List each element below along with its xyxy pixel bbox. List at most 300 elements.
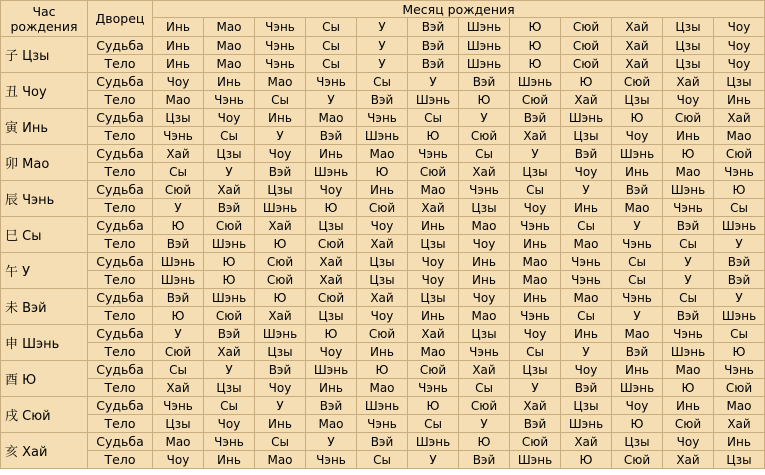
table-cell: Чэнь: [561, 253, 612, 271]
table-cell: Вэй: [459, 451, 510, 469]
palace-label-fate: Судьба: [88, 361, 153, 379]
table-cell: Чоу: [510, 325, 561, 343]
table-cell: Шэнь: [510, 451, 561, 469]
table-cell: Сюй: [357, 325, 408, 343]
table-row-body: [1, 127, 765, 145]
palace-label-fate: Судьба: [88, 397, 153, 415]
table-cell: Сюй: [510, 433, 561, 451]
month-header: Месяц рождения: [153, 1, 765, 18]
table-cell: Хай: [306, 253, 357, 271]
table-cell: Хай: [408, 325, 459, 343]
table-cell: Сы: [714, 199, 765, 217]
table-cell: Ю: [612, 415, 663, 433]
palace-label-body: Тело: [88, 55, 153, 73]
table-cell: У: [255, 127, 306, 145]
table-cell: У: [663, 271, 714, 289]
table-cell: Сюй: [663, 415, 714, 433]
table-cell: Цзы: [306, 217, 357, 235]
table-cell: Чэнь: [408, 379, 459, 397]
table-cell: Сы: [255, 91, 306, 109]
table-cell: Шэнь: [153, 253, 204, 271]
palace-label-fate: Судьба: [88, 253, 153, 271]
table-cell: Мао: [204, 55, 255, 73]
table-cell: Инь: [561, 199, 612, 217]
table-cell: Сюй: [204, 217, 255, 235]
table-cell: Чоу: [510, 199, 561, 217]
table-cell: Сюй: [153, 181, 204, 199]
table-cell: Хай: [714, 415, 765, 433]
table-cell: Ю: [663, 379, 714, 397]
table-cell: Чэнь: [306, 73, 357, 91]
table-row-fate: [1, 217, 765, 235]
hour-label: 寅 Инь: [1, 109, 88, 145]
header-row-top: [1, 1, 765, 18]
table-cell: Шэнь: [459, 55, 510, 73]
table-cell: Чоу: [255, 379, 306, 397]
table-cell: Шэнь: [714, 307, 765, 325]
table-cell: Инь: [204, 451, 255, 469]
table-cell: Шэнь: [561, 415, 612, 433]
table-cell: Цзы: [663, 55, 714, 73]
table-row-fate: [1, 37, 765, 55]
table-cell: Цзы: [204, 379, 255, 397]
table-cell: Мао: [357, 379, 408, 397]
table-cell: Шэнь: [408, 91, 459, 109]
table-cell: Чэнь: [306, 451, 357, 469]
table-cell: Ю: [204, 271, 255, 289]
table-cell: Чэнь: [510, 217, 561, 235]
table-cell: Инь: [306, 145, 357, 163]
hour-label: 戌 Сюй: [1, 397, 88, 433]
table-row-fate: [1, 361, 765, 379]
table-cell: Сы: [204, 127, 255, 145]
table-cell: У: [612, 307, 663, 325]
table-cell: Ю: [510, 55, 561, 73]
table-cell: Чоу: [357, 217, 408, 235]
table-cell: У: [357, 37, 408, 55]
table-cell: Сы: [153, 361, 204, 379]
table-cell: Хай: [357, 289, 408, 307]
hour-label: 丑 Чоу: [1, 73, 88, 109]
table-cell: Инь: [153, 37, 204, 55]
table-cell: Чэнь: [663, 199, 714, 217]
table-cell: У: [714, 235, 765, 253]
table-cell: Цзы: [357, 271, 408, 289]
hour-label: 辰 Чэнь: [1, 181, 88, 217]
table-cell: Ю: [357, 163, 408, 181]
table-cell: Чоу: [408, 253, 459, 271]
hour-label: 巳 Сы: [1, 217, 88, 253]
table-cell: Сюй: [459, 127, 510, 145]
table-cell: Чоу: [714, 55, 765, 73]
table-cell: Сюй: [306, 289, 357, 307]
table-row-fate: [1, 253, 765, 271]
table-cell: У: [561, 181, 612, 199]
table-cell: Хай: [459, 163, 510, 181]
table-cell: У: [357, 55, 408, 73]
table-cell: Вэй: [306, 397, 357, 415]
table-cell: Инь: [663, 397, 714, 415]
table-cell: Ю: [153, 217, 204, 235]
month-header-cell: Сюй: [561, 18, 612, 37]
table-cell: Чэнь: [459, 343, 510, 361]
table-cell: Цзы: [663, 37, 714, 55]
table-cell: Цзы: [408, 289, 459, 307]
table-cell: Шэнь: [306, 163, 357, 181]
table-cell: Чоу: [612, 127, 663, 145]
table-cell: Вэй: [714, 253, 765, 271]
table-cell: Хай: [153, 379, 204, 397]
table-cell: Шэнь: [306, 361, 357, 379]
table-cell: Мао: [561, 289, 612, 307]
table-cell: У: [255, 397, 306, 415]
table-cell: Чэнь: [459, 181, 510, 199]
table-cell: У: [306, 91, 357, 109]
table-cell: Чоу: [153, 73, 204, 91]
table-cell: Сы: [357, 73, 408, 91]
table-cell: Чэнь: [255, 37, 306, 55]
table-cell: Ю: [561, 451, 612, 469]
table-cell: Вэй: [459, 73, 510, 91]
table-cell: Сы: [714, 325, 765, 343]
table-cell: Чэнь: [357, 415, 408, 433]
table-row-body: [1, 163, 765, 181]
table-cell: Мао: [408, 181, 459, 199]
table-cell: Сюй: [459, 397, 510, 415]
month-header-cell: Цзы: [663, 18, 714, 37]
table-cell: Мао: [663, 361, 714, 379]
table-row-fate: [1, 397, 765, 415]
hour-label: 申 Шэнь: [1, 325, 88, 361]
table-cell: Мао: [306, 109, 357, 127]
table-cell: Хай: [459, 361, 510, 379]
table-cell: Инь: [459, 253, 510, 271]
table-cell: Мао: [459, 217, 510, 235]
table-cell: Мао: [561, 235, 612, 253]
table-cell: Чоу: [408, 271, 459, 289]
table-cell: Сюй: [153, 343, 204, 361]
month-header-cell: Мао: [204, 18, 255, 37]
table-cell: Чэнь: [612, 289, 663, 307]
palace-label-fate: Судьба: [88, 145, 153, 163]
table-cell: Шэнь: [663, 343, 714, 361]
table-cell: Сюй: [663, 109, 714, 127]
table-cell: Ю: [306, 199, 357, 217]
table-cell: Цзы: [357, 253, 408, 271]
table-cell: Сы: [561, 307, 612, 325]
table-cell: Сюй: [255, 253, 306, 271]
table-row-body: [1, 343, 765, 361]
table-cell: Шэнь: [357, 127, 408, 145]
table-cell: Шэнь: [153, 271, 204, 289]
table-cell: Сы: [459, 379, 510, 397]
table-cell: Инь: [408, 217, 459, 235]
table-cell: Ю: [408, 127, 459, 145]
month-header-cell: У: [357, 18, 408, 37]
table-cell: Чоу: [357, 307, 408, 325]
table-cell: Сюй: [612, 451, 663, 469]
table-cell: Сы: [204, 397, 255, 415]
table-cell: Инь: [153, 55, 204, 73]
table-cell: Хай: [204, 181, 255, 199]
table-cell: Ю: [714, 181, 765, 199]
table-cell: Ю: [408, 397, 459, 415]
palace-label-body: Тело: [88, 451, 153, 469]
table-cell: Вэй: [408, 55, 459, 73]
table-row-fate: [1, 181, 765, 199]
table-cell: У: [408, 451, 459, 469]
table-cell: Чэнь: [714, 163, 765, 181]
table-cell: Инь: [510, 235, 561, 253]
table-cell: Шэнь: [561, 109, 612, 127]
table-cell: Чоу: [714, 37, 765, 55]
palace-label-body: Тело: [88, 379, 153, 397]
table-cell: Цзы: [612, 433, 663, 451]
table-cell: Цзы: [561, 127, 612, 145]
table-cell: У: [459, 109, 510, 127]
table-cell: Чэнь: [153, 397, 204, 415]
table-cell: Шэнь: [612, 379, 663, 397]
table-cell: Сюй: [255, 271, 306, 289]
table-cell: Ю: [255, 289, 306, 307]
table-cell: У: [153, 199, 204, 217]
table-cell: Сюй: [714, 145, 765, 163]
table-row-body: [1, 199, 765, 217]
table-row-fate: [1, 73, 765, 91]
table-row-body: [1, 91, 765, 109]
table-row-body: [1, 451, 765, 469]
table-cell: Чоу: [204, 415, 255, 433]
palace-label-body: Тело: [88, 235, 153, 253]
table-cell: Сюй: [306, 235, 357, 253]
table-cell: У: [561, 343, 612, 361]
table-cell: Вэй: [255, 361, 306, 379]
table-cell: Чэнь: [663, 325, 714, 343]
table-cell: Цзы: [153, 415, 204, 433]
table-cell: Вэй: [561, 379, 612, 397]
month-header-cell: Ю: [510, 18, 561, 37]
month-header-cell: Хай: [612, 18, 663, 37]
table-cell: Цзы: [204, 145, 255, 163]
palace-label-fate: Судьба: [88, 217, 153, 235]
table-cell: Мао: [306, 415, 357, 433]
table-row-fate: [1, 109, 765, 127]
table-cell: Вэй: [153, 235, 204, 253]
table-cell: Мао: [714, 127, 765, 145]
palace-label-fate: Судьба: [88, 289, 153, 307]
table-row-body: [1, 235, 765, 253]
table-cell: Цзы: [153, 109, 204, 127]
table-cell: Чэнь: [510, 307, 561, 325]
table-cell: Шэнь: [612, 145, 663, 163]
table-cell: Вэй: [714, 271, 765, 289]
table-cell: Ю: [204, 253, 255, 271]
month-header-cell: Вэй: [408, 18, 459, 37]
table-cell: Вэй: [153, 289, 204, 307]
table-cell: Сы: [612, 271, 663, 289]
table-cell: Цзы: [255, 181, 306, 199]
table-cell: Сы: [510, 343, 561, 361]
table-cell: Сюй: [561, 55, 612, 73]
table-cell: Хай: [663, 73, 714, 91]
table-cell: Сы: [153, 163, 204, 181]
table-row-body: [1, 307, 765, 325]
palace-label-fate: Судьба: [88, 433, 153, 451]
table-cell: Хай: [612, 37, 663, 55]
table-cell: Инь: [255, 109, 306, 127]
month-header-cell: Инь: [153, 18, 204, 37]
table-cell: Инь: [357, 343, 408, 361]
table-row-body: [1, 271, 765, 289]
palace-label-fate: Судьба: [88, 109, 153, 127]
table-cell: Инь: [561, 325, 612, 343]
table-cell: Чэнь: [612, 235, 663, 253]
palace-label-body: Тело: [88, 127, 153, 145]
table-cell: Цзы: [408, 235, 459, 253]
table-cell: Ю: [459, 91, 510, 109]
table-cell: Цзы: [459, 325, 510, 343]
table-cell: Вэй: [357, 91, 408, 109]
table-cell: Чэнь: [357, 109, 408, 127]
table-cell: Сы: [408, 415, 459, 433]
table-cell: У: [510, 379, 561, 397]
hour-label: 未 Вэй: [1, 289, 88, 325]
table-cell: Чэнь: [204, 433, 255, 451]
table-row-fate: [1, 433, 765, 451]
table-cell: Вэй: [612, 181, 663, 199]
table-cell: Ю: [153, 307, 204, 325]
table-cell: Вэй: [510, 415, 561, 433]
table-cell: Ю: [612, 109, 663, 127]
table-cell: Сюй: [357, 199, 408, 217]
table-cell: Сы: [459, 145, 510, 163]
table-cell: Ю: [255, 235, 306, 253]
table-cell: Цзы: [612, 91, 663, 109]
table-cell: У: [510, 145, 561, 163]
palace-label-fate: Судьба: [88, 181, 153, 199]
table-cell: Сюй: [408, 361, 459, 379]
table-cell: У: [306, 433, 357, 451]
table-row-fate: [1, 325, 765, 343]
table-cell: Хай: [255, 217, 306, 235]
table-cell: Сюй: [510, 91, 561, 109]
table-cell: Вэй: [408, 37, 459, 55]
hour-label: 酉 Ю: [1, 361, 88, 397]
table-cell: Ю: [561, 73, 612, 91]
table-cell: Инь: [663, 127, 714, 145]
table-cell: Чоу: [561, 163, 612, 181]
table-cell: Вэй: [663, 217, 714, 235]
table-cell: Сюй: [612, 73, 663, 91]
hour-label: 午 У: [1, 253, 88, 289]
table-cell: Мао: [612, 199, 663, 217]
table-cell: Мао: [510, 271, 561, 289]
table-cell: Шэнь: [204, 235, 255, 253]
table-cell: Чэнь: [408, 145, 459, 163]
table-cell: Сюй: [561, 37, 612, 55]
hour-label: 子 Цзы: [1, 37, 88, 73]
table-cell: Шэнь: [663, 181, 714, 199]
hour-label: 卯 Мао: [1, 145, 88, 181]
table-cell: Мао: [714, 397, 765, 415]
table-cell: Цзы: [714, 73, 765, 91]
table-cell: Инь: [714, 91, 765, 109]
table-cell: Сы: [663, 289, 714, 307]
table-cell: Инь: [459, 271, 510, 289]
table-row-fate: [1, 289, 765, 307]
table-cell: У: [408, 73, 459, 91]
table-cell: Мао: [510, 253, 561, 271]
table-row-fate: [1, 145, 765, 163]
table-cell: Мао: [255, 73, 306, 91]
table-cell: Чэнь: [561, 271, 612, 289]
table-cell: Цзы: [714, 451, 765, 469]
palace-label-body: Тело: [88, 343, 153, 361]
table-cell: Инь: [408, 307, 459, 325]
month-header-cell: Шэнь: [459, 18, 510, 37]
table-cell: Чоу: [306, 343, 357, 361]
table-body: [1, 37, 765, 469]
table-cell: Чоу: [561, 361, 612, 379]
table-cell: У: [153, 325, 204, 343]
palace-header: Дворец: [88, 1, 153, 37]
table-row-body: [1, 379, 765, 397]
hour-label: 亥 Хай: [1, 433, 88, 469]
table-cell: Цзы: [510, 361, 561, 379]
table-cell: Ю: [510, 37, 561, 55]
table-cell: Хай: [357, 235, 408, 253]
table-cell: Сы: [306, 55, 357, 73]
table-cell: Мао: [663, 163, 714, 181]
table-cell: Мао: [459, 307, 510, 325]
table-cell: Вэй: [612, 343, 663, 361]
table-cell: Ю: [459, 433, 510, 451]
table-cell: У: [204, 163, 255, 181]
palace-label-body: Тело: [88, 271, 153, 289]
table-cell: У: [459, 415, 510, 433]
month-header-cell: Чэнь: [255, 18, 306, 37]
table-cell: Сюй: [408, 163, 459, 181]
table-cell: Мао: [204, 37, 255, 55]
palace-label-body: Тело: [88, 91, 153, 109]
table-cell: Чэнь: [204, 91, 255, 109]
table-cell: Шэнь: [510, 73, 561, 91]
table-cell: Чэнь: [153, 127, 204, 145]
table-cell: Сюй: [714, 379, 765, 397]
table-cell: Мао: [357, 145, 408, 163]
table-cell: Сы: [306, 37, 357, 55]
table-cell: Шэнь: [357, 397, 408, 415]
table-cell: Чоу: [459, 289, 510, 307]
table-cell: Сы: [408, 109, 459, 127]
palace-label-fate: Судьба: [88, 37, 153, 55]
table-cell: Инь: [204, 73, 255, 91]
table-cell: Цзы: [306, 307, 357, 325]
table-cell: Хай: [255, 307, 306, 325]
table-cell: У: [663, 253, 714, 271]
table-cell: Сы: [357, 451, 408, 469]
table-cell: Цзы: [510, 163, 561, 181]
table-cell: Сы: [612, 253, 663, 271]
table-row-body: [1, 415, 765, 433]
table-cell: Ю: [306, 325, 357, 343]
table-cell: Хай: [153, 145, 204, 163]
table-cell: Вэй: [510, 109, 561, 127]
table-cell: Хай: [714, 109, 765, 127]
table-cell: Хай: [663, 451, 714, 469]
table-cell: Сюй: [204, 307, 255, 325]
palace-label-fate: Судьба: [88, 325, 153, 343]
